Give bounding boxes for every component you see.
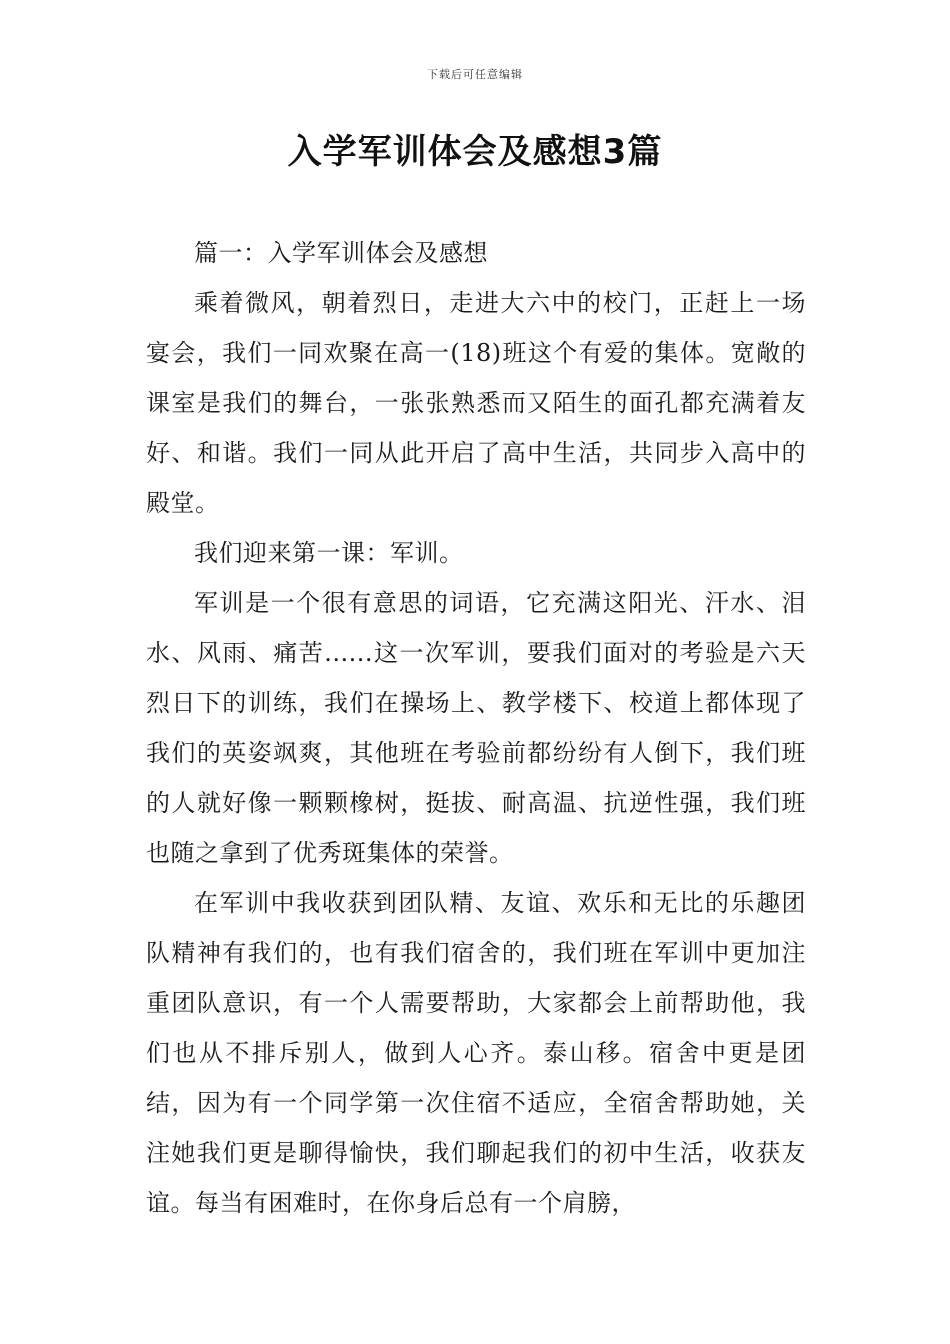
paragraph: 我们迎来第一课：军训。 (194, 539, 464, 567)
section-heading: 篇一：入学军训体会及感想 (194, 239, 488, 267)
paragraph: 军训是一个很有意思的词语，它充满这阳光、汗水、泪水、风雨、痛苦......这一次军训，要我们面对的考验是六天烈日下的训练，我们在操场上、教学楼下、校道上都体现了我们的英姿飒爽，其他班在考验前都纷纷有人倒下，我们班的人就好像一颗颗橡树，挺拔、耐高温、抗逆性强，我们班也随之拿到了优秀斑集体的荣誉。 (146, 589, 806, 867)
paragraph: 在军训中我收获到团队精、友谊、欢乐和无比的乐趣团队精神有我们的，也有我们宿舍的，我们班在军训中更加注重团队意识，有一个人需要帮助，大家都会上前帮助他，我们也从不排斥别人，做到人心齐。泰山移。宿舍中更是团结，因为有一个同学第一次住宿不适应，全宿舍帮助她，关注她我们更是聊得愉快，我们聊起我们的初中生活，收获友谊。每当有困难时，在你身后总有一个肩膀， (146, 889, 806, 1217)
document-title: 入学军训体会及感想3篇 (287, 132, 663, 172)
paragraph: 乘着微风，朝着烈日，走进大六中的校门，正赶上一场宴会，我们一同欢聚在高一(18)班这个有爱的集体。宽敞的课室是我们的舞台，一张张熟悉而又陌生的面孔都充满着友好、和谐。我们一同从此开启了高中生活，共同步入高中的殿堂。 (146, 289, 806, 517)
header-note: 下载后可任意编辑 (427, 68, 523, 81)
document-body (146, 228, 806, 1228)
